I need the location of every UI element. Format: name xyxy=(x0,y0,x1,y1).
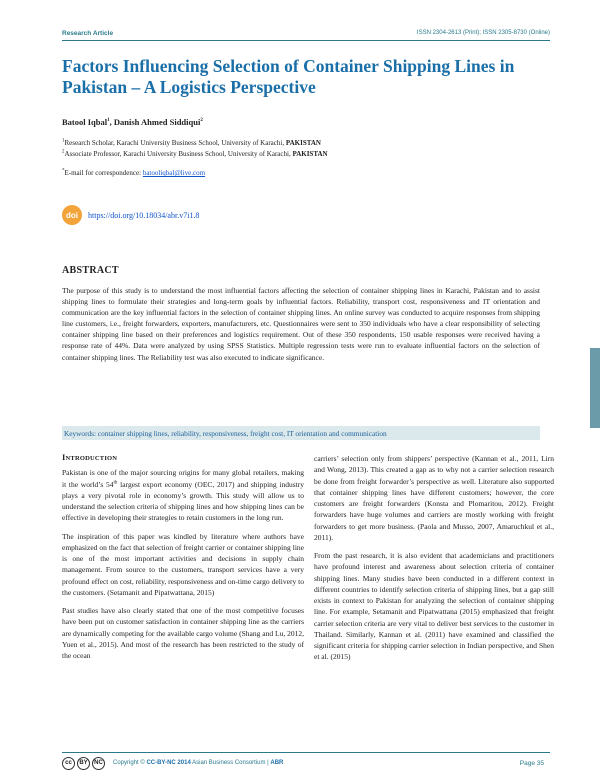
author-separator: , xyxy=(109,117,114,127)
license-name: CC-BY-NC 2014 xyxy=(146,760,191,766)
affiliation-1-country: PAKISTAN xyxy=(285,139,321,147)
affiliation-2 xyxy=(62,150,328,158)
intro-paragraph-2: The inspiration of this paper was kindled by literature where authors have emphasized on the fact that selection of freight carrier or container shipping line is one of the most important activities and decisions in supply chain management. From source to the customers, transport services have a very profound effect on cost, reliability, responsiveness and on-time cargo delivery to the customers. (Setamanit and Pipatwattana, 2015) xyxy=(62,531,304,597)
author-list xyxy=(62,117,203,127)
heading-rest: NTRODUCTION xyxy=(65,455,118,462)
keywords: Keywords: container shipping lines, reliability, responsiveness, freight cost, IT orientation and communication xyxy=(64,429,387,438)
copyright xyxy=(113,760,283,766)
author-1: Batool Iqbal xyxy=(62,117,108,127)
p1-part-a: Pakistan is one of the major sourcing origins for many global retailers, making it the world’s 54 xyxy=(62,468,304,489)
author-1-sup: 1 xyxy=(107,118,110,124)
footer xyxy=(62,756,544,770)
author-2-sup: 2 xyxy=(200,118,203,124)
intro-paragraph-5: From the past research, it is also evident that academicians and practitioners have profound interest and awareness about selection criteria of container shipping lines. Many studies have been conducted in a different context in different countries to identify selection criteria of shipping lines, but a gap still exists in context to Pakistan for analyzing the selection of container shipping line. For example, Setamanit and Pipatwattana (2015) emphasized that freight carrier selection criteria are very vital to deliver best services to the customer in Thailand. Similarly, Kannan et al. (2011) have examined and classified the significant criteria for shipping carrier selection in Indian perspective, and Shen et al. (2015) xyxy=(314,551,554,662)
doi-row xyxy=(62,205,199,225)
intro-paragraph-1 xyxy=(62,467,304,523)
issn: ISSN 2304-2613 (Print); ISSN 2305-8730 (Online) xyxy=(416,30,550,36)
affiliation-2-country: PAKISTAN xyxy=(292,150,328,158)
doi-link[interactable]: https://doi.org/10.18034/abr.v7i1.8 xyxy=(88,210,200,220)
by-icon: BY xyxy=(77,757,90,770)
article-type: Research Article xyxy=(62,30,114,37)
page-number: Page 35 xyxy=(519,759,544,767)
journal-abbrev: ABR xyxy=(270,760,284,766)
author-2: Danish Ahmed Siddiqui xyxy=(113,117,201,127)
side-tab xyxy=(590,348,600,428)
paper-title: Factors Influencing Selection of Container Shipping Lines in Pakistan – A Logistics Perspective xyxy=(62,56,515,97)
abstract-text: The purpose of this study is to understand the most influential factors affecting the selection of container shipping lines in Karachi, Pakistan and to assist shipping lines to formulate their strategies and long-term goals by influential factors. Reliability, transport cost, responsiveness and IT orientation and communication are the key influential factors in the selection of container shipping lines. An online survey was conducted to acquire responses from shipping line customers, i.e., freight forwarders, exporters, manufacturers, etc. Questionnaires were sent to 350 individuals who have a clear responsibility of selecting container shipping line based on their preferences and logistics requirement. Out of these 350 respondents, 150 usable responses were received having a response rate of 44%. Data were analyzed by using SPSS Statistics. Multiple regression tests were run to evaluate influential factors on the selection of container shipping lines. The Reliability test was also executed to indicate significance. xyxy=(62,286,540,362)
p1-part-b: largest export economy (OEC, 2017) and shipping industry plays a very pivotal role in economy’s growth. This study will allow us to understand the selection criteria of shipping lines and how shipping lines can be effective in developing their strategies to retain customers in the long run. xyxy=(62,479,304,523)
affiliation-1 xyxy=(62,139,321,147)
correspondence-email xyxy=(62,169,205,177)
cc-license-badge xyxy=(62,757,105,770)
affiliation-2-sup: 2 xyxy=(62,149,65,155)
nc-icon: NC xyxy=(92,757,105,770)
right-column xyxy=(314,453,554,670)
email-link[interactable]: batooliqbal@live.com xyxy=(142,169,206,177)
affiliation-1-sup: 1 xyxy=(62,138,65,144)
footer-divider xyxy=(62,752,550,753)
email-label: E-mail for correspondence: xyxy=(64,169,143,177)
intro-paragraph-4: carriers’ selection only from shippers’ perspective (Kannan et al., 2011, Lirn and Wong, 2013). This created a gap as to why not a carrier selection research be done from freight forwarder’s perspective as well. Literature also supported that container shipping lines have different customers; however, the core customers are freight forwarders (Konsta and Plomaritou, 2012). Freight forwarders have huge volumes and carriers are mostly working with freight forwarders to get more business. (Paola and Musso, 2007, Amaruchkul et al., 2011). xyxy=(314,454,554,542)
consortium: Asian Business Consortium | xyxy=(190,760,271,766)
cc-icon: cc xyxy=(62,757,75,770)
abstract-heading: ABSTRACT xyxy=(62,265,119,276)
header-divider xyxy=(62,40,550,41)
email-sup: * xyxy=(62,168,65,174)
heading-initial: I xyxy=(62,452,66,462)
intro-paragraph-3: Past studies have also clearly stated that one of the most competitive focuses have been put on customer satisfaction in container shipping line as the carriers are dynamically competing for the available cargo volume (Shang and Lu, 2012, Yuen et al., 2015). And most of the research has been restricted to the study of the ocean xyxy=(62,606,304,660)
section-heading-introduction xyxy=(62,452,304,464)
left-column xyxy=(62,452,304,668)
p1-sup: th xyxy=(113,480,118,485)
copyright-text: Copyright © xyxy=(113,760,147,766)
affiliation-1-text: Research Scholar, Karachi University Business School, University of Karachi, xyxy=(64,139,286,147)
doi-icon: doi xyxy=(62,205,82,225)
affiliation-2-text: Associate Professor, Karachi University Business School, University of Karachi, xyxy=(64,150,293,158)
